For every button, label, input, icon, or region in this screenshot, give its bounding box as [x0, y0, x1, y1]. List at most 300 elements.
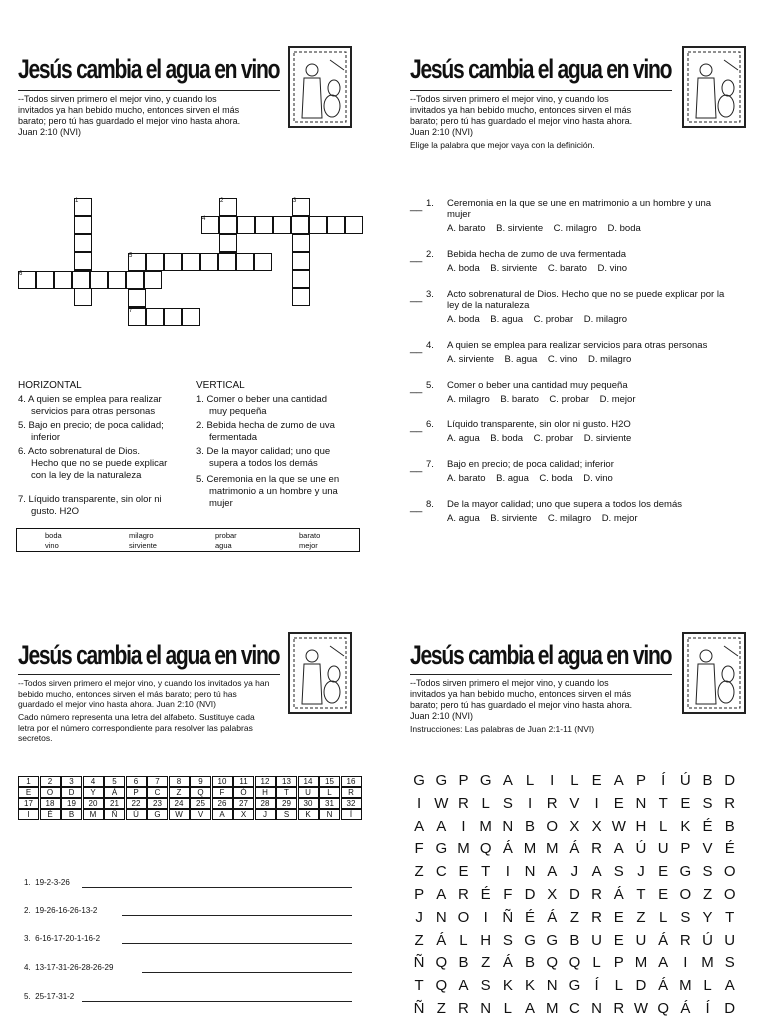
wordsearch-letter[interactable]: W — [611, 817, 626, 835]
word-bank-item: boda — [45, 531, 62, 540]
wordsearch-letter[interactable]: K — [525, 977, 536, 995]
wordsearch-letter[interactable]: L — [459, 931, 468, 949]
wordsearch-letter[interactable]: R — [458, 794, 469, 812]
question-definition: De la mayor calidad; uno que supera a todos los demás — [447, 499, 682, 510]
wordsearch-letter[interactable]: N — [635, 794, 647, 812]
question-definition: A quien se emplea para realizar servicios para otras personas — [447, 340, 708, 351]
question-definition: Bajo en precio; de poca calidad; inferior — [447, 459, 614, 470]
code-cell: J — [255, 809, 276, 820]
crossword-cell[interactable] — [182, 308, 200, 326]
wordsearch-letter[interactable]: M — [701, 954, 714, 972]
crossword-cell[interactable] — [146, 308, 164, 326]
wordsearch-letter[interactable]: L — [703, 977, 712, 995]
code-cell: 15 — [319, 776, 340, 787]
wordsearch-letter[interactable]: S — [680, 908, 691, 926]
code-cell: H — [255, 787, 276, 798]
wordsearch-letter[interactable]: N — [435, 908, 447, 926]
answer-line[interactable] — [142, 972, 352, 973]
code-panel — [0, 560, 384, 1024]
question-number: 3. — [426, 289, 434, 300]
wordsearch-letter[interactable]: C — [435, 863, 447, 881]
crossword-cell[interactable] — [292, 234, 310, 252]
horizontal-heading: HORIZONTAL — [18, 380, 82, 391]
crossword-cell[interactable] — [36, 271, 54, 289]
code-cell: 17 — [18, 798, 39, 809]
wordsearch-letter[interactable]: A — [436, 886, 447, 903]
wordsearch-letter[interactable]: U — [657, 840, 669, 858]
wordsearch-letter[interactable]: G — [524, 931, 536, 949]
code-cell: I — [18, 809, 39, 820]
verse-text: --Todos sirven primero el mejor vino, y cuando los invitados ya han bebido mucho, entonces sirven el más barato; pero tú has guardado el mejor vino hasta ahora. Juan 2:10 (NVI) — [18, 94, 241, 137]
wordsearch-letter[interactable]: S — [702, 863, 713, 881]
wordsearch-letter[interactable]: C — [568, 1000, 580, 1017]
wordsearch-letter[interactable]: J — [415, 908, 423, 926]
crossword-cell[interactable] — [255, 216, 273, 234]
wordsearch-letter[interactable]: É — [724, 840, 735, 858]
wordsearch-letter[interactable]: R — [591, 886, 603, 903]
wordsearch-letter[interactable]: Ñ — [413, 1000, 425, 1017]
code-cell: M — [83, 809, 104, 820]
wordsearch-letter[interactable]: G — [413, 772, 425, 789]
crossword-cell[interactable] — [237, 216, 255, 234]
wordsearch-letter[interactable]: Í — [594, 977, 599, 995]
wordsearch-letter[interactable]: S — [480, 977, 491, 995]
code-cell: 19 — [61, 798, 82, 809]
wordsearch-letter[interactable]: Z — [414, 931, 424, 949]
crossword-cell[interactable] — [292, 270, 310, 288]
wordsearch-letter[interactable]: U — [635, 931, 647, 949]
wordsearch-letter[interactable]: É — [702, 817, 713, 835]
code-cell: 24 — [169, 798, 190, 809]
wordsearch-letter[interactable]: L — [614, 977, 623, 995]
wordsearch-letter[interactable]: A — [658, 954, 669, 972]
question-definition: Comer o beber una cantidad muy pequeña — [447, 380, 628, 391]
title-rule — [410, 674, 672, 675]
code-cell: 29 — [276, 798, 297, 809]
wordsearch-letter[interactable]: A — [613, 772, 624, 789]
crossword-cell[interactable] — [236, 253, 254, 271]
code-cell: Q — [190, 787, 211, 798]
vertical-heading: VERTICAL — [196, 380, 245, 391]
wordsearch-letter[interactable]: L — [592, 954, 601, 972]
wordsearch-letter[interactable]: J — [637, 863, 645, 881]
wordsearch-letter[interactable]: Á — [502, 954, 513, 972]
wordsearch-letter[interactable]: D — [568, 886, 580, 903]
wordsearch-letter[interactable]: Q — [657, 1000, 669, 1017]
answer-line[interactable] — [82, 887, 352, 888]
wordsearch-letter[interactable]: P — [458, 772, 469, 789]
code-cell: 16 — [341, 776, 362, 787]
crossword-cell[interactable] — [291, 216, 309, 234]
wordsearch-letter[interactable]: O — [679, 886, 692, 903]
code-cell: T — [276, 787, 297, 798]
crossword-cell[interactable] — [72, 271, 90, 289]
wordsearch-letter[interactable]: T — [725, 908, 735, 926]
wordsearch-letter[interactable]: R — [591, 840, 603, 858]
wordsearch-letter[interactable]: N — [502, 817, 514, 835]
answer-blank[interactable]: __ — [410, 342, 423, 354]
question-definition: mujer — [447, 209, 471, 220]
clue-vertical-1: 1. Comer o beber una cantidad muy pequeña — [196, 394, 327, 417]
wordsearch-letter[interactable]: D — [524, 886, 536, 903]
question-definition: ley de la naturaleza — [447, 300, 530, 311]
wordsearch-letter[interactable]: M — [457, 840, 470, 858]
encoded-word: 1. 19-2-3-26 — [24, 878, 70, 887]
wordsearch-letter[interactable]: A — [591, 863, 602, 881]
wordsearch-row — [408, 772, 741, 789]
wordsearch-letter[interactable]: P — [414, 886, 425, 903]
code-cell: P — [126, 787, 147, 798]
answer-line[interactable] — [122, 915, 352, 916]
wordsearch-letter[interactable]: R — [458, 1000, 469, 1017]
wordsearch-letter[interactable]: T — [658, 794, 668, 812]
wordsearch-letter[interactable]: S — [502, 931, 513, 949]
answer-blank[interactable]: __ — [410, 382, 423, 394]
wordsearch-letter[interactable]: M — [479, 817, 492, 835]
wordsearch-letter[interactable]: D — [635, 977, 647, 995]
wordsearch-letter[interactable]: I — [527, 794, 533, 812]
wordsearch-instruction: Instrucciones: Las palabras de Juan 2:1-11 (NVI) — [410, 724, 595, 734]
wordsearch-letter[interactable]: L — [658, 817, 668, 835]
wordsearch-letter[interactable]: I — [461, 817, 466, 835]
wordsearch-letter[interactable]: Á — [658, 977, 669, 995]
wordsearch-letter[interactable]: B — [525, 817, 536, 835]
code-cell: 25 — [190, 798, 211, 809]
question-options: A. agua B. sirviente C. milagro D. mejor — [447, 513, 638, 524]
wordsearch-letter[interactable]: Ñ — [502, 908, 514, 926]
wordsearch-letter[interactable]: P — [635, 772, 646, 789]
code-cell: 1 — [18, 776, 39, 787]
wordsearch-letter[interactable]: Á — [680, 1000, 691, 1017]
encoded-word: 3. 6-16-17-20-1-16-2 — [24, 934, 101, 943]
wordsearch-letter[interactable]: É — [480, 886, 491, 903]
answer-line[interactable] — [122, 943, 352, 944]
wordsearch-letter[interactable]: Á — [658, 931, 669, 949]
crossword-cell[interactable] — [90, 271, 108, 289]
wordsearch-letter[interactable]: E — [613, 931, 624, 949]
wordsearch-letter[interactable]: R — [546, 794, 558, 812]
wordsearch-letter[interactable]: Á — [502, 840, 513, 858]
wordsearch-letter[interactable]: Á — [613, 886, 624, 903]
code-cell: 2 — [40, 776, 61, 787]
wordsearch-letter[interactable]: T — [414, 977, 424, 995]
wordsearch-letter[interactable]: P — [613, 954, 624, 972]
code-cell: Ñ — [104, 809, 125, 820]
wordsearch-letter[interactable]: S — [724, 954, 735, 972]
crossword-cell[interactable] — [128, 289, 146, 307]
wordsearch-letter[interactable]: N — [591, 1000, 603, 1017]
page-title: Jesús cambia el agua en vino — [410, 640, 672, 670]
question-number: 8. — [426, 499, 434, 510]
wordsearch-row — [408, 840, 741, 857]
wordsearch-letter[interactable]: Á — [569, 840, 580, 858]
wordsearch-letter[interactable]: E — [658, 863, 669, 881]
wordsearch-letter[interactable]: Q — [435, 977, 448, 995]
crossword-cell[interactable] — [54, 271, 72, 289]
wordsearch-letter[interactable]: M — [545, 1000, 559, 1017]
crossword-cell[interactable] — [219, 216, 237, 234]
wordsearch-letter[interactable]: J — [570, 863, 579, 881]
wordsearch-row — [408, 932, 741, 949]
wordsearch-letter[interactable]: L — [570, 772, 579, 789]
answer-blank[interactable]: __ — [410, 251, 423, 263]
wordsearch-letter[interactable]: N — [480, 1000, 492, 1017]
code-cell: Z — [169, 787, 190, 798]
code-cell: 21 — [104, 798, 125, 809]
wordsearch-letter[interactable]: A — [414, 817, 425, 835]
answer-blank[interactable]: __ — [410, 291, 423, 303]
wordsearch-letter[interactable]: I — [594, 794, 599, 812]
wordsearch-letter[interactable]: R — [724, 794, 736, 812]
word-bank — [16, 528, 360, 552]
wordsearch-letter[interactable]: O — [546, 817, 559, 835]
wordsearch-letter[interactable]: D — [724, 1000, 736, 1017]
encoded-word: 5. 25-17-31-2 — [24, 992, 75, 1001]
wordsearch-letter[interactable]: Í — [661, 772, 666, 789]
wordsearch-letter[interactable]: M — [523, 840, 537, 858]
question-number: 2. — [426, 249, 434, 260]
question-number: 5. — [426, 380, 434, 391]
question-options: A. sirviente B. agua C. vino D. milagro — [447, 354, 632, 365]
word-bank-item: barato — [299, 531, 321, 540]
wordsearch-letter[interactable]: B — [525, 954, 536, 972]
crossword-cell[interactable] — [164, 308, 182, 326]
wordsearch-letter[interactable]: Y — [702, 908, 713, 926]
verse-text: --Todos sirven primero el mejor vino, y cuando los invitados ya han bebido mucho, entonces sirven el más barato; pero tú has guardado el mejor vino hasta ahora. Juan 2:10 (NVI) — [410, 94, 633, 137]
code-cell: R — [341, 787, 362, 798]
wordsearch-row — [408, 977, 741, 994]
clue-horizontal-6: 6. Acto sobrenatural de Dios. Hecho que no se puede explicar con la ley de la naturaleza — [18, 446, 168, 481]
code-cell: 30 — [298, 798, 319, 809]
wordsearch-row — [408, 1000, 741, 1017]
question-options: A. boda B. sirviente C. barato D. vino — [447, 263, 628, 274]
crossword-cell[interactable] — [218, 253, 236, 271]
wordsearch-letter[interactable]: Á — [436, 931, 447, 949]
wordsearch-letter[interactable]: T — [481, 863, 491, 881]
question-options: A. barato B. sirviente C. milagro D. boda — [447, 223, 641, 234]
answer-blank[interactable]: __ — [410, 200, 423, 212]
wordsearch-letter[interactable]: R — [591, 908, 603, 926]
crossword-cell[interactable] — [74, 288, 92, 306]
wordsearch-letter[interactable]: G — [435, 772, 448, 789]
wordsearch-letter[interactable]: X — [569, 817, 580, 835]
wordsearch-letter[interactable]: V — [702, 840, 713, 858]
wordsearch-letter[interactable]: S — [613, 863, 624, 881]
code-instruction: Cado número representa una letra del alfabeto. Sustituye cada letra por el número correspondiente para resolver las palabras secretos. — [18, 712, 255, 743]
wordsearch-letter[interactable]: W — [434, 794, 449, 812]
word-bank-item: mejor — [299, 541, 318, 550]
crossword-cell[interactable] — [144, 271, 162, 289]
question-definition: Ceremonia en la que se une en matrimonio a un hombre y una — [447, 198, 712, 209]
crossword-cell[interactable] — [200, 253, 218, 271]
wordsearch-letter[interactable]: T — [636, 886, 646, 903]
wordsearch-letter[interactable]: Q — [479, 840, 492, 858]
crossword-cell[interactable] — [74, 216, 92, 234]
wordsearch-letter[interactable]: E — [613, 794, 624, 812]
wordsearch-letter[interactable]: Z — [636, 908, 646, 926]
wordsearch-row — [408, 795, 741, 812]
crossword-cell[interactable] — [254, 253, 272, 271]
wordsearch-letter[interactable]: G — [546, 931, 559, 949]
wordsearch-letter[interactable]: H — [635, 817, 647, 835]
crossword-number: 6 — [19, 271, 23, 277]
wordsearch-letter[interactable]: R — [613, 1000, 625, 1017]
wordsearch-letter[interactable]: Q — [546, 954, 559, 972]
wordsearch-letter[interactable]: E — [458, 863, 469, 881]
wordsearch-letter[interactable]: E — [658, 886, 669, 903]
wordsearch-letter[interactable]: L — [658, 908, 668, 926]
wordsearch-letter[interactable]: Ú — [635, 840, 647, 858]
wordsearch-letter[interactable]: I — [417, 794, 422, 812]
code-cell: X — [233, 809, 254, 820]
crossword-cell[interactable] — [273, 216, 291, 234]
code-cell: Á — [104, 787, 125, 798]
crossword-cell[interactable] — [74, 234, 92, 252]
wordsearch-letter[interactable]: M — [634, 954, 648, 972]
wordsearch-letter[interactable]: W — [633, 1000, 649, 1017]
crossword-number: 7 — [129, 308, 133, 314]
question-number: 1. — [426, 198, 434, 209]
wordsearch-letter[interactable]: É — [525, 908, 536, 926]
wordsearch-letter[interactable]: H — [480, 931, 492, 949]
word-bank-item: probar — [215, 531, 237, 540]
wordsearch-letter[interactable]: Ñ — [413, 954, 425, 972]
code-cell: B — [61, 809, 82, 820]
wordsearch-letter[interactable]: Q — [568, 954, 581, 972]
code-cell: 27 — [233, 798, 254, 809]
wordsearch-letter[interactable]: A — [502, 772, 513, 789]
wordsearch-letter[interactable]: I — [550, 772, 555, 789]
code-cell: 22 — [126, 798, 147, 809]
answer-blank[interactable]: __ — [410, 501, 423, 513]
wordsearch-letter[interactable]: F — [503, 886, 513, 903]
wordsearch-letter[interactable]: Ú — [702, 931, 713, 949]
crossword-cell[interactable] — [292, 288, 310, 306]
wordsearch-letter[interactable]: L — [503, 1000, 513, 1017]
wordsearch-letter[interactable]: O — [457, 908, 470, 926]
wordsearch-letter[interactable]: K — [502, 977, 513, 995]
crossword-cell[interactable] — [219, 234, 237, 252]
crossword-cell[interactable] — [345, 216, 363, 234]
wordsearch-letter[interactable]: Z — [436, 1000, 446, 1017]
wordsearch-letter[interactable]: A — [458, 977, 469, 995]
wordsearch-letter[interactable]: L — [481, 794, 490, 812]
crossword-number: 5 — [129, 253, 133, 259]
wordsearch-letter[interactable]: U — [724, 931, 736, 949]
wordsearch-letter[interactable]: O — [723, 886, 736, 903]
verse-text: --Todos sirven primero el mejor vino, y cuando los invitados ya han bebido mucho, entonces sirven el más barato; pero tú has guardado el mejor vino hasta ahora. Juan 2:10 (NVI) — [410, 678, 633, 721]
wordsearch-letter[interactable]: A — [547, 863, 558, 881]
answer-line[interactable] — [82, 1001, 352, 1002]
wordsearch-letter[interactable]: V — [569, 794, 580, 812]
matching-panel — [384, 0, 768, 560]
wordsearch-letter[interactable]: E — [613, 908, 624, 926]
code-cell: 32 — [341, 798, 362, 809]
code-cell: V — [190, 809, 211, 820]
wordsearch-letter[interactable]: Á — [547, 908, 558, 926]
wordsearch-letter[interactable]: I — [505, 863, 510, 881]
wordsearch-letter[interactable]: X — [591, 817, 602, 835]
wordsearch-letter[interactable]: B — [724, 817, 735, 835]
wordsearch-letter[interactable]: A — [613, 840, 624, 858]
encoded-word: 4. 13-17-31-26-28-26-29 — [24, 963, 114, 972]
code-cell: W — [169, 809, 190, 820]
crossword-cell[interactable] — [292, 252, 310, 270]
wordsearch-letter[interactable]: X — [547, 886, 558, 903]
wordsearch-letter[interactable]: N — [546, 977, 558, 995]
wordsearch-letter[interactable]: D — [724, 772, 736, 789]
wordsearch-letter[interactable]: A — [525, 1000, 536, 1017]
wordsearch-letter[interactable]: P — [680, 840, 691, 858]
wordsearch-letter[interactable]: G — [479, 772, 492, 789]
answer-blank[interactable]: __ — [410, 421, 423, 433]
wordsearch-letter[interactable]: B — [458, 954, 469, 972]
wordsearch-letter[interactable]: R — [679, 931, 691, 949]
wordsearch-letter[interactable]: Z — [702, 886, 713, 903]
code-cell: L — [319, 787, 340, 798]
wordsearch-letter[interactable]: Z — [481, 954, 491, 972]
wordsearch-letter[interactable]: M — [545, 840, 559, 858]
wordsearch-letter[interactable]: R — [458, 886, 469, 903]
wordsearch-letter[interactable]: F — [414, 840, 424, 858]
question-number: 7. — [426, 459, 434, 470]
code-cell: É — [40, 809, 61, 820]
wordsearch-letter[interactable]: S — [502, 794, 513, 812]
wordsearch-letter[interactable]: M — [679, 977, 692, 995]
wordsearch-letter[interactable]: G — [679, 863, 692, 881]
wordsearch-letter[interactable]: O — [723, 863, 736, 881]
code-cell: Ú — [126, 809, 147, 820]
wordsearch-letter[interactable]: I — [683, 954, 688, 972]
wordsearch-letter[interactable]: L — [525, 772, 535, 789]
wordsearch-letter[interactable]: B — [702, 772, 713, 789]
wordsearch-letter[interactable]: G — [568, 977, 581, 995]
answer-blank[interactable]: __ — [410, 461, 423, 473]
wordsearch-letter[interactable]: Z — [414, 863, 424, 881]
crossword-cell[interactable] — [327, 216, 345, 234]
wedding-illustration-icon — [288, 632, 352, 714]
wordsearch-letter[interactable]: Ú — [679, 772, 691, 789]
crossword-cell[interactable] — [146, 253, 164, 271]
wordsearch-letter[interactable]: E — [591, 772, 602, 789]
wordsearch-letter[interactable]: A — [436, 817, 447, 835]
wordsearch-letter[interactable]: A — [724, 977, 735, 995]
code-cell: 28 — [255, 798, 276, 809]
page-title: Jesús cambia el agua en vino — [18, 640, 280, 670]
wordsearch-letter[interactable]: Í — [705, 1000, 710, 1017]
crossword-cell[interactable] — [126, 271, 144, 289]
wordsearch-letter[interactable]: S — [702, 794, 713, 812]
wordsearch-letter[interactable]: I — [483, 908, 488, 926]
clue-vertical-2: 2. Bebida hecha de zumo de uva fermentada — [196, 420, 335, 443]
code-cell: K — [298, 809, 319, 820]
question-definition: Líquido transparente, sin olor ni gusto. H2O — [447, 419, 631, 430]
wordsearch-letter[interactable]: B — [569, 931, 580, 949]
wordsearch-letter[interactable]: N — [524, 863, 536, 881]
crossword-cell[interactable] — [309, 216, 327, 234]
crossword-cell[interactable] — [182, 253, 200, 271]
crossword-cell[interactable] — [164, 253, 182, 271]
crossword-cell[interactable] — [108, 271, 126, 289]
wordsearch-letter[interactable]: G — [435, 840, 448, 858]
code-cell: 10 — [212, 776, 233, 787]
wordsearch-letter[interactable]: E — [680, 794, 691, 812]
wordsearch-letter[interactable]: Z — [569, 908, 579, 926]
crossword-cell[interactable] — [74, 252, 92, 270]
wordsearch-letter[interactable]: U — [591, 931, 603, 949]
wordsearch-letter[interactable]: Q — [435, 954, 448, 972]
wordsearch-letter[interactable]: K — [680, 817, 691, 835]
